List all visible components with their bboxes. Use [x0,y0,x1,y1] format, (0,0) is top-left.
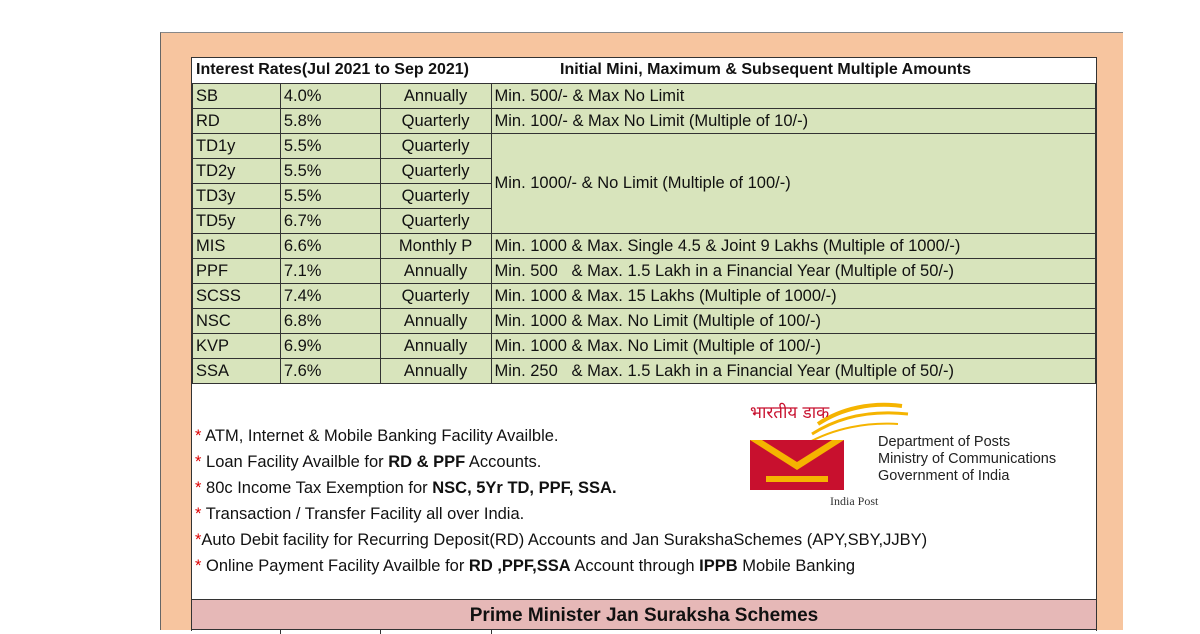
frequency-cell: Quarterly [380,159,491,184]
table-row [193,309,1096,334]
ministry-line: Ministry of Communications [878,451,1057,467]
interest-rates-table [192,83,1096,384]
page-frame [160,32,1123,630]
rate-cell: 6.7% [280,209,380,234]
note-text: Transaction / Transfer Facility all over India. [205,505,525,523]
amount-cell: Min. 1000 & Max. 15 Lakhs (Multiple of 1000/-) [491,284,1096,309]
note-text: Mobile Banking [737,557,856,575]
frequency-cell: Annually [380,259,491,284]
note-emphasis: NSC, 5Yr TD, PPF, SSA. [432,479,617,497]
rate-cell: 5.5% [280,184,380,209]
frequency-cell: Quarterly [380,134,491,159]
note-bullet: * [195,531,202,549]
table-row [193,234,1096,259]
frequency-cell: Quarterly [380,184,491,209]
table-row [193,134,1096,159]
note-text: 80c Income Tax Exemption for [206,479,433,497]
rate-cell: 7.4% [280,284,380,309]
rate-cell: 7.6% [280,359,380,384]
amount-cell: Min. 250 & Max. 1.5 Lakh in a Financial Year (Multiple of 50/-) [491,359,1096,384]
note-bullet: * [195,453,207,471]
amounts-heading: Initial Mini, Maximum & Subsequent Multiple Amounts [560,61,971,78]
rate-cell: 7.1% [280,259,380,284]
rate-cell: 4.0% [280,84,380,109]
table-row [193,84,1096,109]
note-emphasis: IPPB [699,557,738,575]
amount-cell: Min. 100/- & Max No Limit (Multiple of 10/-) [491,109,1096,134]
table-row [193,109,1096,134]
amount-cell: Min. 1000/- & No Limit (Multiple of 100/-) [491,134,1096,234]
frequency-cell: Annually [380,359,491,384]
scheme-cell: PPF [193,259,281,284]
note-bullet: * [195,505,206,523]
amount-cell: Min. 1000 & Max. Single 4.5 & Joint 9 Lakhs (Multiple of 1000/-) [491,234,1096,259]
rate-cell: 6.6% [280,234,380,259]
scheme-cell: SSA [193,359,281,384]
scheme-cell: NSC [193,309,281,334]
note-text: Account through [570,557,700,575]
scheme-cell: SB [193,84,281,109]
scheme-cell: TD1y [193,134,281,159]
frequency-cell: Quarterly [380,284,491,309]
logo-caption: India Post [830,494,879,508]
amount-cell: Min. 1000 & Max. No Limit (Multiple of 100/-) [491,334,1096,359]
rate-cell: 5.8% [280,109,380,134]
department-line: Department of Posts [878,434,1011,450]
frequency-cell: Annually [380,309,491,334]
frequency-cell: Annually [380,84,491,109]
footer-title: Prime Minister Jan Suraksha Schemes [192,599,1096,630]
note-bullet: * [195,479,207,497]
scheme-cell: TD3y [193,184,281,209]
note-text: Auto Debit facility for Recurring Deposit(RD) Accounts and Jan SurakshaSchemes (APY,SBY,JJBY) [201,531,928,549]
frequency-cell: Annually [380,334,491,359]
next-table-stub [192,630,1096,634]
note-emphasis: RD & PPF [388,453,466,471]
note-text: Online Payment Facility Availble for [206,557,469,575]
amount-cell: Min. 1000 & Max. No Limit (Multiple of 100/-) [491,309,1096,334]
interest-rates-heading: Interest Rates(Jul 2021 to Sep 2021) [196,61,470,78]
government-line: Government of India [878,468,1010,484]
scheme-cell: TD5y [193,209,281,234]
scheme-cell: KVP [193,334,281,359]
scheme-cell: TD2y [193,159,281,184]
amount-cell: Min. 500/- & Max No Limit [491,84,1096,109]
rate-cell: 6.9% [280,334,380,359]
rates-sheet [191,57,1097,631]
note-text: ATM, Internet & Mobile Banking Facility Availble. [205,427,559,445]
frequency-cell: Monthly P [380,234,491,259]
note-bullet: * [195,427,206,445]
note-line [195,527,927,553]
frequency-cell: Quarterly [380,109,491,134]
table-header [192,58,1096,84]
rate-cell: 6.8% [280,309,380,334]
table-row [193,359,1096,384]
department-info [878,434,1056,485]
scheme-cell: RD [193,109,281,134]
note-text: Accounts. [465,453,542,471]
note-line [195,553,927,579]
table-row [193,334,1096,359]
frequency-cell: Quarterly [380,209,491,234]
rate-cell: 5.5% [280,134,380,159]
scheme-cell: MIS [193,234,281,259]
scheme-cell: SCSS [193,284,281,309]
table-row [193,284,1096,309]
note-emphasis: RD ,PPF,SSA [468,557,571,575]
amount-cell: Min. 500 & Max. 1.5 Lakh in a Financial Year (Multiple of 50/-) [491,259,1096,284]
table-row [193,259,1096,284]
note-text: Loan Facility Availble for [206,453,389,471]
note-bullet: * [195,557,207,575]
logo-hindi-text: भारतीय डाक [750,403,830,423]
rate-cell: 5.5% [280,159,380,184]
